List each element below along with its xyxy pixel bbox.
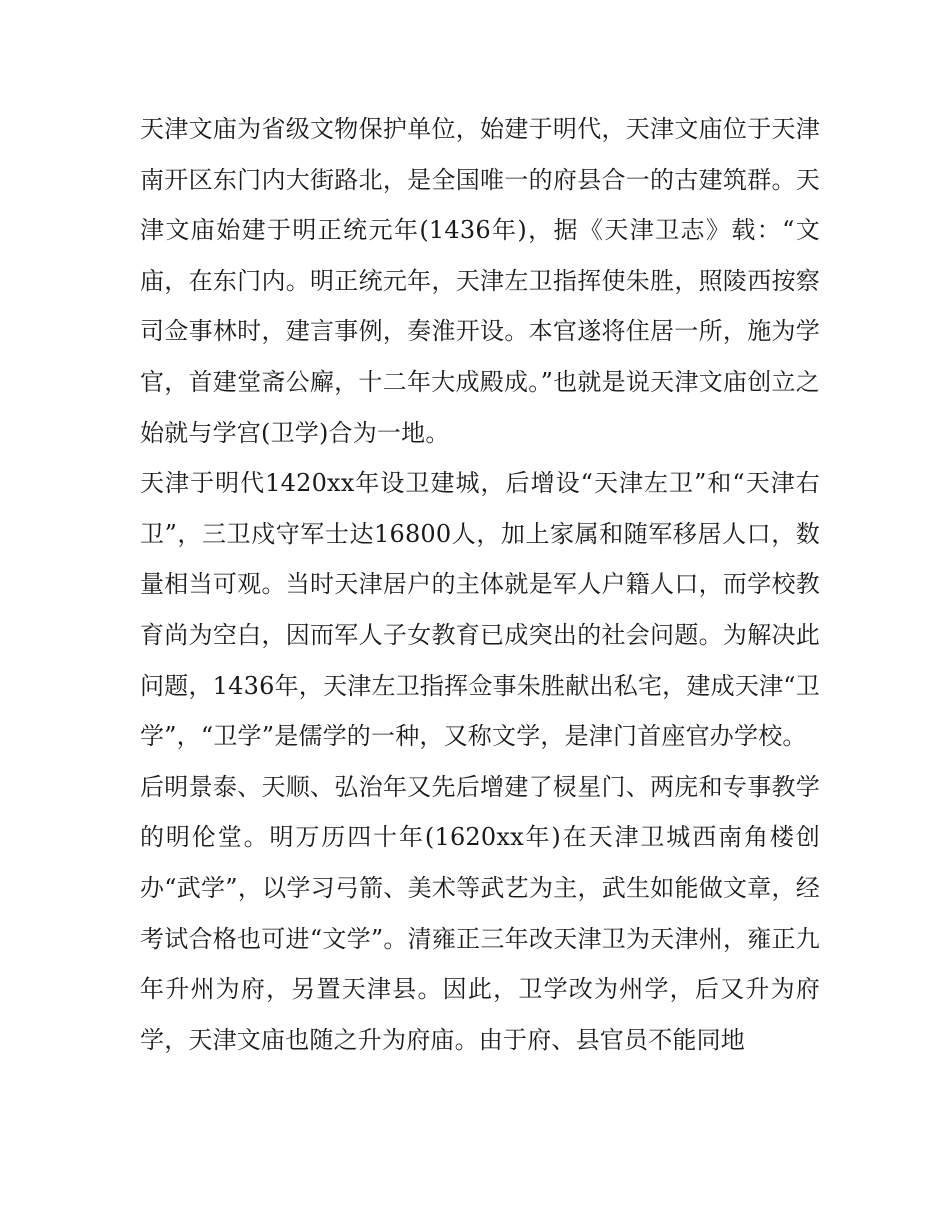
paragraph-temple-history: 天津文庙为省级文物保护单位，始建于明代，天津文庙位于天津南开区东门内大街路北，是全国唯一的府县合一的古建筑群。天津文庙始建于明正统元年(1436年)，据《天津卫志》载：“文庙，在东门内。明正统元年，天津左卫指挥使朱胜，照陵西按察司佥事林时，建言事例，奏淮开设。本官遂将住居一所，施为学官，首建堂斋公廨，十二年大成殿成。”也就是说天津文庙创立之始就与学宫(卫学)合为一地。 xyxy=(140,115,820,447)
document-body xyxy=(140,104,820,1065)
paragraph-garrison-school: 天津于明代1420xx年设卫建城，后增设“天津左卫”和“天津右卫”，三卫戍守军士达16800人，加上家属和随军移居人口，数量相当可观。当时天津居户的主体就是军人户籍人口，而学校教育尚为空白，因而军人子女教育已成突出的社会问题。为解决此问题，1436年，天津左卫指挥佥事朱胜献出私宅，建成天津“卫学”，“卫学”是儒学的一种，又称文学，是津门首座官办学校。 xyxy=(140,469,820,751)
paragraph-later-expansion: 后明景泰、天顺、弘治年又先后增建了棂星门、两庑和专事教学的明伦堂。明万历四十年(1620xx年)在天津卫城西南角楼创办“武学”，以学习弓箭、美术等武艺为主，武生如能做文章，经考试合格也可进“文学”。清雍正三年改天津卫为天津州，雍正九年升州为府，另置天津县。因此，卫学改为州学，后又升为府学，天津文庙也随之升为府庙。由于府、县官员不能同地 xyxy=(140,772,820,1054)
